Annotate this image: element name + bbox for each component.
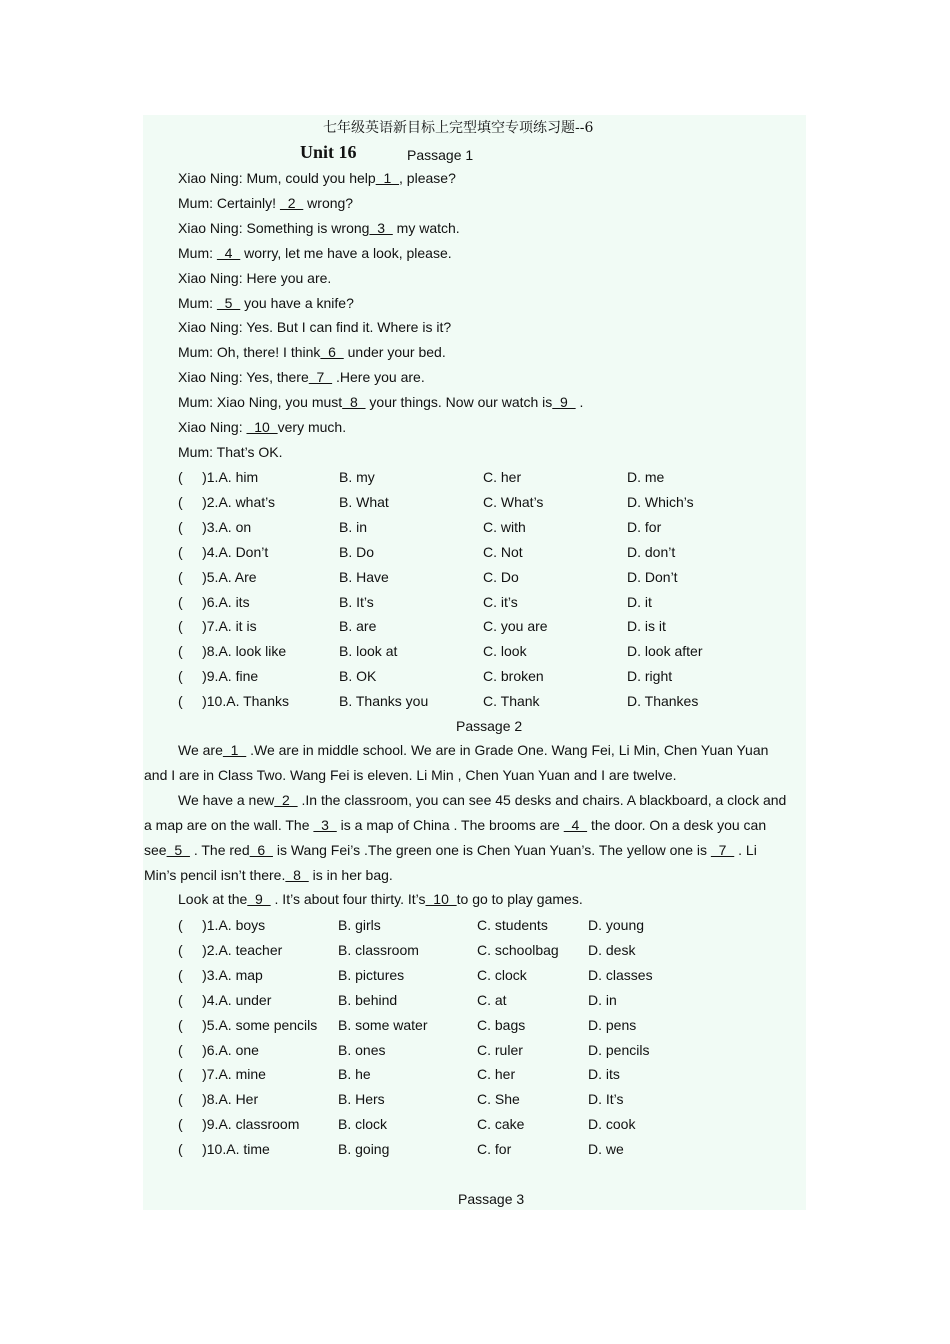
question-number: ( )2.A. what’s (178, 493, 275, 510)
option-c: C. it’s (483, 593, 518, 610)
dialogue-line (178, 318, 451, 336)
passage-2-line (144, 838, 806, 863)
option-c: C. look (483, 643, 527, 660)
question-number: ( )2.A. teacher (178, 941, 283, 958)
dialogue-text: .Here you are. (332, 369, 425, 386)
question-number: ( )7.A. mine (178, 1066, 266, 1083)
passage-2-heading: Passage 2 (456, 718, 523, 734)
passage-3-heading: Passage 3 (458, 1191, 525, 1207)
dialogue-text: Xiao Ning: (178, 419, 247, 435)
option-c: C. What’s (483, 493, 544, 510)
answer-blank: 7 (710, 841, 735, 858)
option-d: D. for (627, 518, 662, 535)
option-b: B. It’s (339, 593, 374, 610)
option-c: C. Thank (483, 693, 540, 710)
option-d: D. look after (627, 643, 703, 660)
dialogue-text: Xiao Ning: Yes. But I can find it. Where is it? (178, 319, 452, 336)
answer-blank: 3 (369, 219, 393, 236)
passage-text: see (144, 841, 167, 858)
dialogue-text: wrong? (303, 194, 354, 211)
answer-blank: 1 (222, 742, 247, 758)
option-d: D. me (627, 469, 665, 485)
question-number: ( )7.A. it is (178, 618, 257, 635)
answer-blank: 10 (425, 891, 457, 908)
question-number: ( )5.A. Are (178, 568, 257, 585)
option-c: C. Do (483, 568, 519, 585)
dialogue-text: Mum: Oh, there! I think (178, 344, 321, 361)
option-c: C. cake (477, 1116, 525, 1133)
answer-blank: 6 (320, 344, 344, 361)
passage-text: . Li (734, 841, 757, 858)
passage-text: to go to play games. (456, 891, 583, 908)
option-d: D. classes (588, 966, 653, 983)
passage-text: the door. On a desk you can (587, 816, 767, 833)
option-d: D. in (588, 991, 617, 1008)
option-d: D. it (627, 593, 652, 610)
answer-blank: 10 (246, 419, 278, 435)
option-b: B. ones (338, 1041, 386, 1058)
dialogue-line (178, 169, 456, 187)
option-c: C. clock (477, 966, 527, 983)
dialogue-line (178, 269, 331, 287)
option-d: D. It’s (588, 1091, 624, 1108)
unit-heading: Unit 16 (300, 142, 357, 162)
passage-text: Look at the (178, 891, 248, 908)
dialogue-line (178, 418, 346, 436)
dialogue-text: under your bed. (343, 344, 446, 361)
option-b: B. Thanks you (339, 693, 429, 710)
passage-2-line (144, 863, 806, 888)
option-c: C. at (477, 991, 507, 1008)
question-number: ( )5.A. some pencils (178, 1016, 318, 1033)
option-b: B. classroom (338, 941, 419, 958)
passage-text: We are (178, 742, 223, 758)
dialogue-text: very much. (277, 419, 347, 435)
passage-text: We have a new (178, 791, 275, 808)
option-d: D. pencils (588, 1041, 650, 1058)
option-c: C. schoolbag (477, 941, 559, 958)
option-b: B. look at (339, 643, 398, 660)
option-b: B. my (339, 469, 375, 485)
option-c: C. ruler (477, 1041, 523, 1058)
passage-2-line (144, 738, 806, 763)
option-c: C. bags (477, 1016, 526, 1033)
dialogue-text: Xiao Ning: Yes, there (178, 369, 309, 386)
passage-text: a map are on the wall. The (144, 816, 314, 833)
option-c: C. her (477, 1066, 516, 1083)
option-c: C. for (477, 1141, 512, 1158)
dialogue-line (178, 219, 460, 237)
dialogue-text: Mum: (178, 244, 217, 261)
option-c: C. She (477, 1091, 520, 1108)
answer-blank: 7 (308, 369, 333, 386)
question-number: ( )4.A. under (178, 991, 272, 1008)
option-b: B. girls (338, 917, 381, 933)
answer-blank: 4 (563, 816, 588, 833)
answer-blank: 9 (552, 394, 576, 411)
option-b: B. going (338, 1141, 390, 1158)
page-title: 七年级英语新目标上完型填空专项练习题--6 (323, 120, 594, 136)
question-number: ( )6.A. its (178, 593, 250, 610)
dialogue-text: Mum: (178, 294, 217, 311)
option-b: B. behind (338, 991, 398, 1008)
dialogue-line (178, 244, 452, 262)
passage-2-text (144, 738, 806, 912)
question-number: ( )9.A. fine (178, 668, 259, 685)
dialogue-text: Mum: Xiao Ning, you must (178, 394, 343, 411)
option-c: C. broken (483, 668, 544, 685)
question-number: ( )3.A. map (178, 966, 263, 983)
answer-blank: 2 (279, 194, 304, 211)
option-c: C. students (477, 917, 548, 933)
dialogue-line (178, 343, 446, 361)
passage-2-line (144, 788, 806, 813)
dialogue-text: Mum: That’s OK. (178, 443, 283, 460)
answer-blank: 5 (166, 841, 190, 858)
option-b: B. clock (338, 1116, 388, 1133)
dialogue-line (178, 443, 283, 461)
question-number: ( )4.A. Don’t (178, 543, 269, 560)
passage-text: is a map of China . The brooms are (336, 816, 564, 833)
question-number: ( )1.A. boys (178, 917, 266, 933)
option-d: D. desk (588, 941, 636, 958)
dialogue-line (178, 194, 353, 212)
option-d: D. we (588, 1141, 624, 1158)
question-number: ( )1.A. him (178, 469, 259, 485)
answer-blank: 8 (342, 394, 366, 411)
option-c: C. her (483, 469, 522, 485)
option-d: D. Which’s (627, 493, 694, 510)
dialogue-text: Xiao Ning: Mum, could you help (178, 170, 376, 186)
dialogue-text: your things. Now our watch is (365, 394, 553, 411)
answer-blank: 8 (285, 866, 309, 883)
option-b: B. What (339, 493, 389, 510)
option-b: B. he (338, 1066, 371, 1083)
passage-text: is in her bag. (308, 866, 393, 883)
dialogue-text: Mum: Certainly! (178, 194, 280, 211)
option-d: D. right (627, 668, 673, 685)
passage-text: . The red (189, 841, 250, 858)
option-b: B. in (339, 518, 368, 535)
option-d: D. cook (588, 1116, 636, 1133)
option-c: C. with (483, 518, 526, 535)
dialogue-line (178, 368, 425, 386)
dialogue-text: you have a knife? (240, 294, 354, 311)
answer-blank: 9 (247, 891, 271, 908)
question-number: ( )8.A. look like (178, 643, 287, 660)
passage-text: .In the classroom, you can see 45 desks and chairs. A blackboard, a clock and (297, 791, 787, 808)
answer-blank: 4 (216, 244, 241, 261)
question-number: ( )8.A. Her (178, 1091, 259, 1108)
option-d: D. pens (588, 1016, 637, 1033)
option-d: D. young (588, 917, 645, 933)
answer-blank: 5 (216, 294, 241, 311)
option-d: D. is it (627, 618, 666, 635)
question-number: ( )10.A. Thanks (178, 693, 290, 710)
passage-text: . It’s about four thirty. It’s (270, 891, 426, 908)
passage-2-line (144, 763, 806, 788)
question-number: ( )3.A. on (178, 518, 252, 535)
option-d: D. its (588, 1066, 620, 1083)
dialogue-text: worry, let me have a look, please. (240, 244, 452, 261)
option-b: B. Have (339, 568, 389, 585)
dialogue-text: Xiao Ning: Something is wrong (178, 219, 370, 236)
option-d: D. Thankes (627, 693, 699, 710)
dialogue-text: , please? (399, 170, 456, 186)
passage-2-line (144, 813, 806, 838)
option-b: B. Do (339, 543, 375, 560)
passage-2-line (144, 887, 806, 912)
answer-blank: 2 (274, 791, 298, 808)
option-c: C. you are (483, 618, 548, 635)
question-number: ( )10.A. time (178, 1141, 270, 1158)
option-b: B. some water (338, 1016, 428, 1033)
dialogue-line (178, 393, 583, 411)
dialogue-text: . (575, 394, 584, 411)
question-number: ( )6.A. one (178, 1041, 259, 1058)
option-b: B. Hers (338, 1091, 385, 1108)
passage-text: is Wang Fei’s .The green one is Chen Yuan Yuan’s. The yellow one is (272, 841, 711, 858)
option-b: B. OK (339, 668, 377, 685)
dialogue-text: my watch. (392, 219, 460, 236)
dialogue-text: Xiao Ning: Here you are. (178, 269, 332, 286)
question-number: ( )9.A. classroom (178, 1116, 300, 1133)
passage-text: .We are in middle school. We are in Grade One. Wang Fei, Li Min, Chen Yuan Yuan (246, 742, 769, 758)
option-d: D. don’t (627, 543, 676, 560)
answer-blank: 1 (375, 170, 400, 186)
answer-blank: 6 (249, 841, 273, 858)
option-b: B. are (339, 618, 377, 635)
passage-text: Min’s pencil isn’t there. (144, 866, 286, 883)
answer-blank: 3 (313, 816, 337, 833)
passage-1-heading: Passage 1 (407, 147, 474, 163)
option-b: B. pictures (338, 966, 405, 983)
option-c: C. Not (483, 543, 523, 560)
option-d: D. Don’t (627, 568, 678, 585)
dialogue-line (178, 294, 354, 312)
passage-text: and I are in Class Two. Wang Fei is eleven. Li Min , Chen Yuan Yuan and I are twelve. (144, 766, 677, 783)
